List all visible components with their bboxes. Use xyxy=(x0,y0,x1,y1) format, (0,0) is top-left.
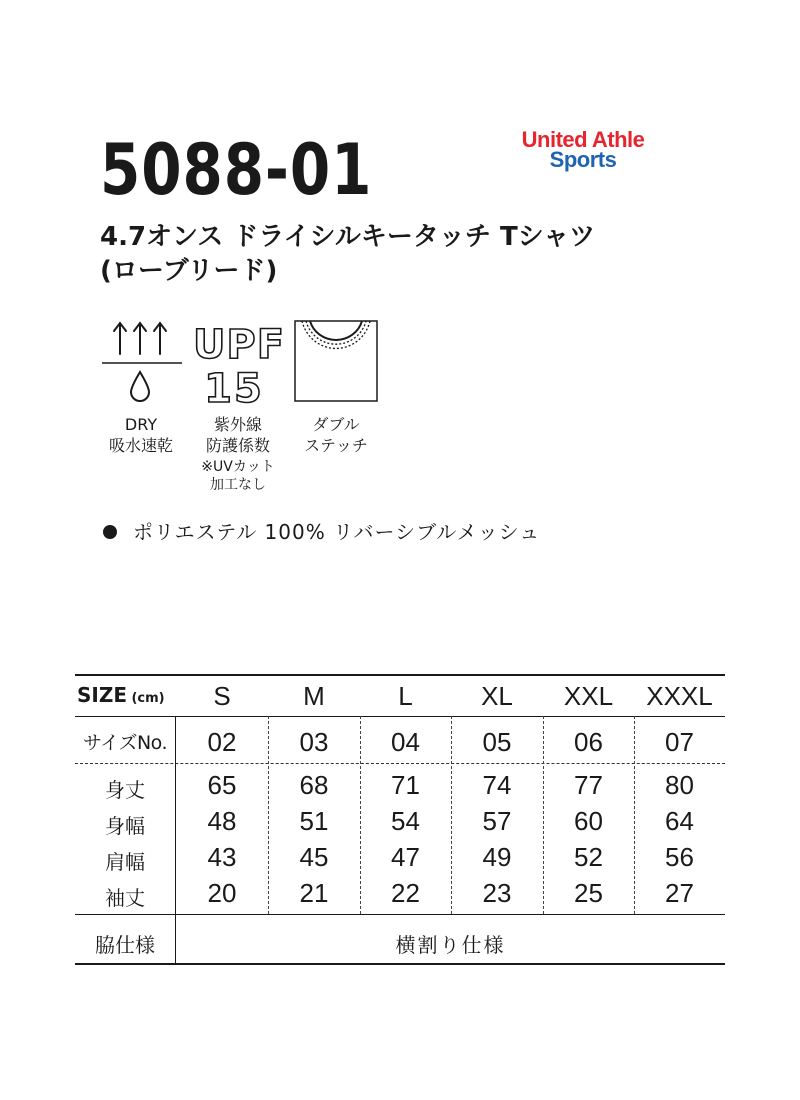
measure-cell: 22 xyxy=(391,878,420,908)
size-no-cell: 05 xyxy=(482,727,512,757)
size-header-cell: L xyxy=(398,681,413,711)
measure-cell: 25 xyxy=(574,878,603,908)
size-no-cell: 03 xyxy=(299,727,329,757)
measure-cell: 64 xyxy=(665,806,694,836)
table-header-border xyxy=(75,716,725,717)
bullet-icon xyxy=(103,525,117,539)
size-no-cell: 02 xyxy=(207,727,237,757)
measure-cell: 27 xyxy=(665,878,694,908)
measure-cell: 65 xyxy=(207,770,237,800)
product-name xyxy=(100,220,595,288)
size-no-label: サイズNo. xyxy=(82,732,168,754)
measure-cell: 43 xyxy=(207,842,237,872)
measure-cell: 23 xyxy=(482,878,512,908)
dry-icon xyxy=(98,318,184,404)
size-no-cell: 04 xyxy=(391,727,420,757)
measure-cell: 51 xyxy=(299,806,329,836)
measure-cell: 74 xyxy=(482,770,512,800)
brand-logo xyxy=(493,129,673,171)
brand-line1: United Athle xyxy=(521,127,645,152)
measure-cell: 20 xyxy=(207,878,237,908)
table-top-border xyxy=(75,674,725,676)
side-spec-label: 脇仕様 xyxy=(95,933,155,957)
dry-label: DRY 吸水速乾 xyxy=(108,415,173,455)
size-header-cell: XL xyxy=(481,681,513,711)
upf-badge-text: UPF xyxy=(194,322,284,368)
double-stitch-label: ダブル ステッチ xyxy=(304,415,368,455)
measure-cell: 49 xyxy=(482,842,512,872)
measure-cell: 80 xyxy=(665,770,694,800)
upf-badge-number: 15 xyxy=(204,366,264,404)
size-no-cell: 06 xyxy=(574,727,603,757)
product-name-line2: (ローブリード) xyxy=(100,256,278,286)
size-no-cell: 07 xyxy=(665,727,694,757)
feature-line xyxy=(103,516,540,545)
upf-label: 紫外線 防護係数 xyxy=(205,415,270,455)
measure-row-label: 肩幅 xyxy=(105,850,145,874)
size-header-cell: XXXL xyxy=(646,681,713,711)
measure-row-label: 袖丈 xyxy=(105,886,145,910)
product-name-line1: 4.7オンス ドライシルキータッチ Tシャツ xyxy=(100,222,596,252)
size-header-label: SIZE (cm) xyxy=(77,683,165,707)
measure-row-label: 身幅 xyxy=(105,814,145,838)
measure-cell: 68 xyxy=(299,770,329,800)
double-stitch-icon xyxy=(294,320,380,404)
measure-cell: 48 xyxy=(207,806,237,836)
measure-cell: 57 xyxy=(482,806,512,836)
measure-cell: 77 xyxy=(574,770,603,800)
size-header-cell: M xyxy=(303,681,325,711)
feature-text: ポリエステル 100% リバーシブルメッシュ xyxy=(133,520,541,544)
measure-cell: 71 xyxy=(391,770,420,800)
upf-icon xyxy=(194,318,284,404)
measure-cell: 56 xyxy=(665,842,694,872)
measure-cell: 54 xyxy=(391,806,420,836)
measure-cell: 21 xyxy=(299,878,329,908)
measure-cell: 47 xyxy=(391,842,420,872)
size-header-cell: XXL xyxy=(563,681,614,711)
table-bottom-border xyxy=(75,963,725,965)
table-dashed-divider xyxy=(75,763,725,764)
model-number: 5088-01 xyxy=(100,129,373,211)
measure-cell: 52 xyxy=(574,842,603,872)
measure-row-label: 身丈 xyxy=(105,778,145,802)
brand-line2: Sports xyxy=(549,147,617,172)
upf-note: ※UVカット 加工なし xyxy=(201,459,275,493)
table-body-border xyxy=(75,914,725,915)
size-header-cell: S xyxy=(213,681,231,711)
side-spec-value: 横割り仕様 xyxy=(395,933,506,957)
measure-cell: 60 xyxy=(574,806,603,836)
measure-cell: 45 xyxy=(299,842,329,872)
